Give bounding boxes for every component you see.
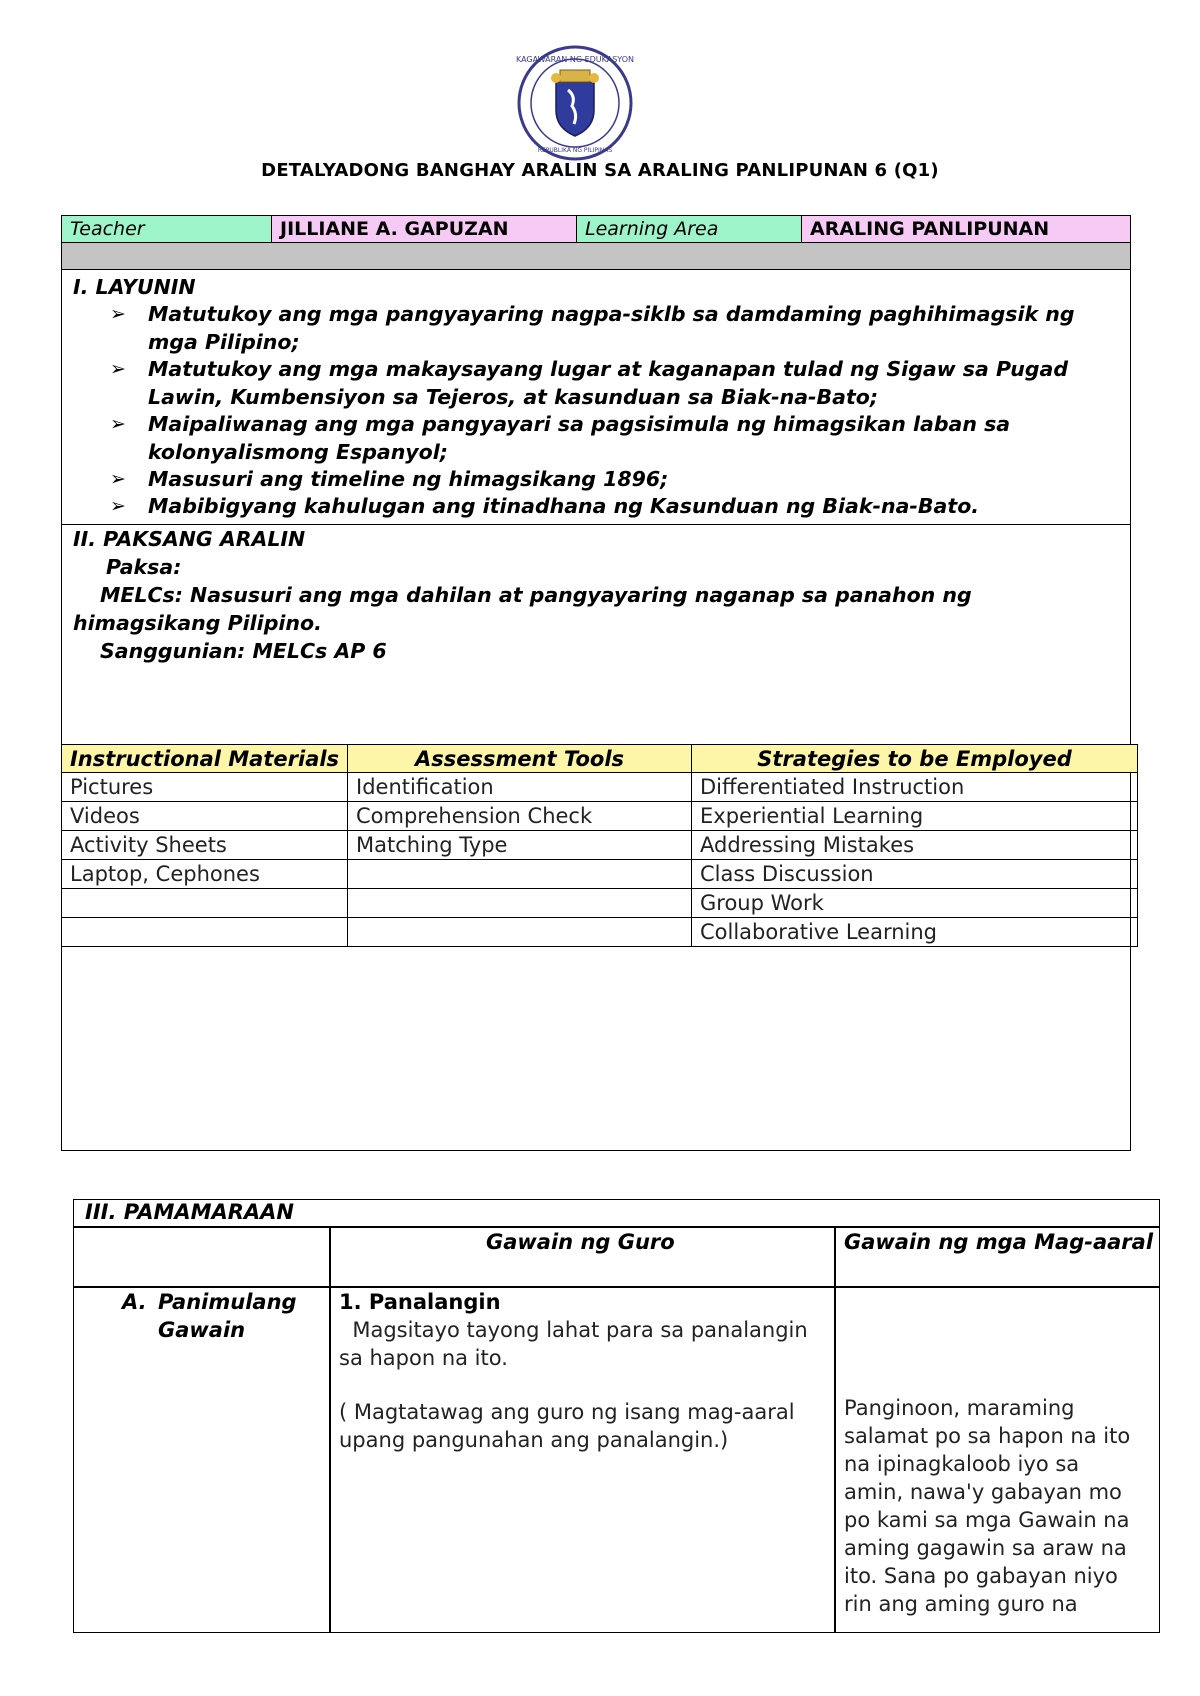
column-divider (329, 1226, 331, 1632)
table-row: Pictures Identification Differentiated Instruction (62, 773, 1140, 802)
table-row: Activity Sheets Matching Type Addressing Mistakes (62, 831, 1140, 860)
magaaral-line: aming gagawin sa araw na (844, 1536, 1127, 1560)
section-label-line-1: Panimulang (158, 1290, 297, 1314)
magaaral-line: amin, nawa'y gabayan mo (844, 1480, 1122, 1504)
magaaral-line: rin ang aming guro na (844, 1592, 1078, 1616)
layunin-heading: I. LAYUNIN (73, 275, 196, 299)
teacher-label: Teacher (62, 216, 272, 243)
magaaral-line: salamat po sa hapon na ito (844, 1424, 1131, 1448)
info-row (62, 216, 1130, 243)
guro-note-2: upang pangunahan ang panalangin.) (339, 1428, 729, 1452)
sanggunian-line: Sanggunian: MELCs AP 6 (100, 639, 387, 663)
arrowhead-bullet-icon: ➢ (110, 358, 126, 380)
objective-item: ➢ Matutukoy ang mga pangyayaring nagpa-siklb sa damdaming paghihimagsik ng mga Pilipino; (110, 302, 1075, 354)
materials-header-row (62, 744, 1140, 773)
guro-line-2: sa hapon na ito. (339, 1346, 508, 1370)
paksa-label: Paksa: (106, 555, 182, 579)
gray-separator-band (62, 243, 1130, 270)
guro-item-title: 1. Panalangin (339, 1290, 501, 1314)
column-divider (834, 1226, 836, 1632)
melcs-line-2: himagsikang Pilipino. (73, 611, 322, 635)
pamamaraan-heading: III. PAMAMARAAN (85, 1200, 294, 1224)
column-header-guro: Gawain ng Guro (486, 1230, 675, 1254)
objective-item: ➢ Maipaliwanag ang mga pangyayari sa pagsisimula ng himagsikan laban sa kolonyalismong Espanyol; (110, 412, 1011, 464)
arrowhead-bullet-icon: ➢ (110, 495, 126, 517)
arrowhead-bullet-icon: ➢ (110, 413, 126, 435)
lesson-plan-table (61, 215, 1131, 1151)
learning-area-label: Learning Area (577, 216, 802, 243)
header-instructional-materials: Instructional Materials (62, 744, 348, 773)
magaaral-line: Panginoon, maraming (844, 1396, 1075, 1420)
magaaral-line: na ipinagkaloob iyo sa (844, 1452, 1080, 1476)
arrowhead-bullet-icon: ➢ (110, 303, 126, 325)
melcs-line-1: MELCs: Nasusuri ang mga dahilan at pangyayaring naganap sa panahon ng (100, 583, 972, 607)
layunin-section (62, 269, 1130, 525)
learning-area-value: ARALING PANLIPUNAN (802, 216, 1130, 243)
guro-line-1: Magsitayo tayong lahat para sa panalangin (339, 1318, 808, 1342)
deped-seal-logo (516, 44, 634, 162)
svg-text:REPUBLIKA NG PILIPINAS: REPUBLIKA NG PILIPINAS (537, 147, 613, 154)
table-row: Videos Comprehension Check Experiential Learning (62, 802, 1140, 831)
header-assessment-tools: Assessment Tools (348, 744, 692, 773)
table-row: Laptop, Cephones Class Discussion (62, 860, 1140, 889)
materials-grid (62, 744, 1140, 946)
document-title: DETALYADONG BANGHAY ARALIN SA ARALING PANLIPUNAN 6 (Q1) (261, 160, 939, 181)
svg-text:KAGAWARAN NG EDUKASYON: KAGAWARAN NG EDUKASYON (516, 55, 634, 64)
table-row: Group Work (62, 889, 1140, 918)
column-header-magaaral: Gawain ng mga Mag-aaral (844, 1230, 1154, 1254)
paksang-aralin-section (62, 525, 1130, 735)
pamamaraan-table (73, 1199, 1160, 1633)
objective-item: ➢ Mabibigyang kahulugan ang itinadhana ng Kasunduan ng Biak-na-Bato. (110, 493, 1110, 521)
teacher-value: JILLIANE A. GAPUZAN (272, 216, 577, 243)
table-row: Collaborative Learning (62, 918, 1140, 947)
magaaral-line: po kami sa mga Gawain na (844, 1508, 1130, 1532)
arrowhead-bullet-icon: ➢ (110, 468, 126, 490)
section-label-line-2: Gawain (158, 1318, 246, 1342)
guro-note-1: ( Magtatawag ang guro ng isang mag-aaral (339, 1400, 795, 1424)
objective-item: ➢ Masusuri ang timeline ng himagsikang 1896; (110, 466, 1110, 494)
objective-item: ➢ Matutukoy ang mga makaysayang lugar at kaganapan tulad ng Sigaw sa Pugad Lawin, Kumbensiyon sa Tejeros, at kasunduan sa Biak-na-Bato; (110, 357, 1069, 409)
magaaral-line: ito. Sana po gabayan niyo (844, 1564, 1118, 1588)
header-strategies: Strategies to be Employed (692, 744, 1138, 773)
paksang-heading: II. PAKSANG ARALIN (73, 527, 306, 551)
section-letter: A. (122, 1290, 147, 1314)
